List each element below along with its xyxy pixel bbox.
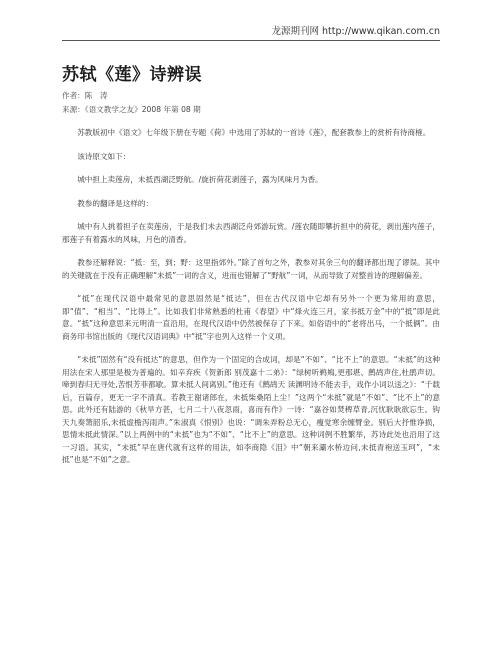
paragraph: 苏教版初中《语文》七年级下册在专题《荷》中选用了苏轼的一首诗《莲》，配套教参上的赏析有待商榷。 — [77, 128, 431, 137]
paragraph: 教参的翻译是这样的： — [77, 198, 154, 208]
site-header: 龙源期刊网 http://www.qikan.com.cn — [271, 26, 440, 37]
paragraph: 教参还解释说：“抵：至，到；野：这里指郊外。”除了首句之外，教参对其余三句的翻译都出现了谬误。其中的关键就在于没有正确理解“未抵”一词的含义，进而也错解了“野航”一词，从而导致了对整首诗的理解偏差。 — [62, 258, 440, 280]
article-source: 来源：《语文教学之友》2008 年第 08 期 — [62, 105, 201, 114]
paragraph: “未抵”固然有“没有抵达”的意思，但作为一个固定的合成词，却是“不如”、“比不上”的意思。“未抵”的这种用法在宋人那里是极为普遍的。如辛弃疾《贺新郎 别茂嘉十二弟》：“绿树听鹈鴂,更那堪、鹧鸪声住,杜鹃声切。啼到春归无寻处,苦恨芳菲都歇。算未抵人间离别。”他还有《鹧鸪天 读渊明诗不能去手，戏作小词以送之》：“千载后，百篇存，更无一字不清真。若教王谢诸郎在，未抵柴桑陌上尘！”这两个“未抵”就是“不如”、“比不上”的意思。此外还有陆游的《秋旱方甚，七月二十八夜忽雨，喜而有作》一诗：“嘉谷如焚稗草青,沉忧耿耿欲忘生。钩天九奏箫韶乐,未抵虚檐泻雨声。”朱淑真《恨别》也说：“调朱弄粉总无心，瘦觉寒余缠臂金。别后大抒惟诤损，思情未抵此情深。”以上两例中的“未抵”也为“不如”、“比不上”的意思。这种词例不胜繁举，苏诗此处也沿用了这一习语。其实，“未抵”早在唐代就有这样的用法，如李商隐《泪》中“朝来灞水桥边问,未抵青袍送玉珂”，“未抵”也是“不如”之意。 — [62, 355, 440, 464]
article-author: 作者：陈 涛 — [62, 91, 108, 100]
paragraph: 该诗原文如下： — [77, 151, 131, 161]
paragraph: 城中担上卖莲房，未抵西湖泛野航。/旋折荷花剥莲子，露为风味月为香。 — [77, 175, 323, 184]
header-divider — [62, 40, 440, 41]
article-title: 苏轼《莲》诗辨误 — [62, 65, 202, 85]
paragraph: “抵”在现代汉语中最常见的意思固然是“抵达”，但在古代汉语中它却有另外一个更为常用的意思，即“值”、“相当”、“比得上”。比如我们非常熟悉的杜甫《春望》中“烽火连三月，家书抵万金”中的“抵”即是此意。“抵”这种意思来元明清一直沿用，在现代汉语中仍然被保存了下来。如俗语中的“老将出马，一个抵俩”。由商务印书馆出版的《现代汉语词典》中“抵”字也列入这样一个义项。 — [62, 294, 440, 341]
paragraph: 城中有人挑着担子在卖莲房，于是我们未去西湖泛舟郊游玩赏。/莲农随即攀折担中的荷花，剥出莲内莲子，那莲子有着露水的风味，月色的清香。 — [62, 222, 440, 244]
article-body — [62, 127, 440, 478]
